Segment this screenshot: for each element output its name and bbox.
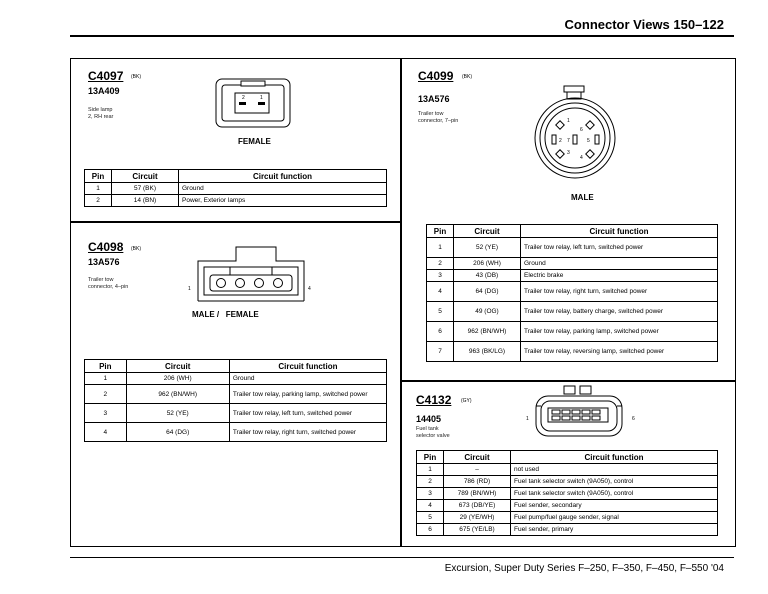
table-row (427, 302, 718, 322)
table-row (427, 322, 718, 342)
table-cell: 43 (DB) (454, 270, 521, 282)
table-cell: 5 (427, 302, 454, 322)
table-cell: not used (511, 464, 718, 476)
column-header: Circuit function (179, 170, 387, 183)
table-cell: Fuel sender, primary (511, 524, 718, 536)
table-cell: Trailer tow relay, battery charge, switched power (521, 302, 718, 322)
table-cell: Fuel tank selector switch (9A050), control (511, 488, 718, 500)
table-cell: 1 (85, 183, 112, 195)
label-text: 7 (567, 138, 570, 144)
table-cell: Fuel pump/fuel gauge sender, signal (511, 512, 718, 524)
table-cell: 2 (417, 476, 444, 488)
pin-label-right: 4 (308, 286, 311, 292)
circuit-table-c4097 (84, 169, 387, 207)
gender-label-c4099: MALE (571, 193, 594, 202)
connector-diagram-c4098 (180, 243, 320, 308)
table-cell: Ground (229, 373, 386, 385)
header-rule (70, 35, 734, 37)
table-cell: Ground (179, 183, 387, 195)
table-cell: 1 (417, 464, 444, 476)
table-cell: 52 (YE) (126, 404, 229, 423)
label-text: Trailer tow (418, 111, 444, 117)
table-cell: Trailer tow relay, left turn, switched power (521, 238, 718, 258)
table-cell: 962 (BN/WH) (454, 322, 521, 342)
table-cell: 1 (85, 373, 127, 385)
table-cell: 29 (YE/WH) (444, 512, 511, 524)
table-row (417, 451, 718, 464)
table-row (417, 476, 718, 488)
label-text: 2, RH rear (88, 114, 114, 120)
table-cell: Fuel sender, secondary (511, 500, 718, 512)
label-text: Side lamp (88, 107, 113, 113)
pin-label: 2 (242, 95, 245, 101)
table-row (427, 258, 718, 270)
column-header: Circuit (444, 451, 511, 464)
pin-label-right: 6 (632, 416, 635, 422)
connector-color-c4097: (BK) (131, 74, 141, 80)
table-row (85, 423, 387, 442)
table-cell: 2 (85, 385, 127, 404)
table-cell: Ground (521, 258, 718, 270)
table-cell: 789 (BN/WH) (444, 488, 511, 500)
table-cell: 3 (427, 270, 454, 282)
label-text: selector valve (416, 433, 450, 439)
table-cell: 64 (DG) (454, 282, 521, 302)
table-row (417, 500, 718, 512)
table-row (417, 512, 718, 524)
table-cell: – (444, 464, 511, 476)
table-cell: 963 (BK/LG) (454, 342, 521, 362)
table-cell: 3 (85, 404, 127, 423)
table-row (427, 270, 718, 282)
column-header: Pin (427, 225, 454, 238)
table-cell: 5 (417, 512, 444, 524)
pin-label-left: 1 (526, 416, 529, 422)
connector-id-c4099: C4099 (418, 69, 454, 83)
table-cell: Electric brake (521, 270, 718, 282)
label-text: 6 (580, 127, 583, 133)
connector-id-c4132: C4132 (416, 393, 452, 407)
table-cell: Power, Exterior lamps (179, 195, 387, 207)
connector-id-c4097: C4097 (88, 69, 124, 83)
table-cell: 4 (85, 423, 127, 442)
circuit-table-c4132 (416, 450, 718, 536)
table-row (427, 225, 718, 238)
part-number-c4132: 14405 (416, 414, 442, 424)
table-cell: 6 (417, 524, 444, 536)
label-text: connector, 7–pin (418, 118, 459, 124)
label-text: connector, 4–pin (88, 284, 129, 290)
table-cell: Fuel tank selector switch (9A050), control (511, 476, 718, 488)
gender-label-c4097: FEMALE (238, 137, 271, 146)
table-row (417, 464, 718, 476)
table-row (417, 524, 718, 536)
column-header: Circuit function (229, 360, 386, 373)
table-row (85, 183, 387, 195)
pin-label-left: 1 (188, 286, 191, 292)
column-header: Pin (85, 360, 127, 373)
column-header: Circuit (454, 225, 521, 238)
table-cell: 673 (DB/YE) (444, 500, 511, 512)
label-text: Trailer tow (88, 277, 114, 283)
description-c4097 (88, 107, 113, 121)
table-row (417, 488, 718, 500)
label-text: 2 (559, 138, 562, 144)
table-cell: 52 (YE) (454, 238, 521, 258)
table-row (85, 404, 387, 423)
description-c4132 (416, 426, 450, 440)
table-cell: 962 (BN/WH) (126, 385, 229, 404)
description-c4099 (418, 111, 458, 125)
table-cell: 206 (WH) (126, 373, 229, 385)
column-header: Circuit (126, 360, 229, 373)
column-header: Circuit function (521, 225, 718, 238)
pin-label: 1 (260, 95, 263, 101)
table-cell: 7 (427, 342, 454, 362)
connector-diagram-c4099 (530, 84, 620, 184)
table-cell: Trailer tow relay, reversing lamp, switched power (521, 342, 718, 362)
table-cell: 786 (RD) (444, 476, 511, 488)
table-cell: 675 (YE/LB) (444, 524, 511, 536)
table-cell: 57 (BK) (112, 183, 179, 195)
table-cell: 4 (427, 282, 454, 302)
table-cell: Trailer tow relay, left turn, switched power (229, 404, 386, 423)
table-cell: 49 (OG) (454, 302, 521, 322)
table-cell: 1 (427, 238, 454, 258)
connector-color-c4132: (GY) (461, 398, 472, 404)
connector-id-c4098: C4098 (88, 240, 124, 254)
table-row (85, 195, 387, 207)
table-row (427, 282, 718, 302)
label-text: 1 (567, 118, 570, 124)
column-header: Circuit (112, 170, 179, 183)
table-cell: Trailer tow relay, right turn, switched power (521, 282, 718, 302)
part-number-c4099: 13A576 (418, 94, 450, 104)
column-header: Pin (417, 451, 444, 464)
label-text: 3 (567, 150, 570, 156)
table-cell: 6 (427, 322, 454, 342)
table-row (427, 342, 718, 362)
table-cell: 4 (417, 500, 444, 512)
part-number-c4097: 13A409 (88, 86, 120, 96)
label-text: 4 (580, 155, 583, 161)
footer-rule (70, 557, 734, 558)
circuit-table-c4099 (426, 224, 718, 362)
table-cell: Trailer tow relay, parking lamp, switched power (521, 322, 718, 342)
table-row (427, 238, 718, 258)
table-cell: 3 (417, 488, 444, 500)
table-cell: 64 (DG) (126, 423, 229, 442)
table-row (85, 170, 387, 183)
table-row (85, 373, 387, 385)
table-cell: 206 (WH) (454, 258, 521, 270)
connector-diagram-c4132 (520, 384, 640, 444)
part-number-c4098: 13A576 (88, 257, 120, 267)
gender-label-c4098: MALE / FEMALE (192, 310, 259, 319)
table-cell: 2 (85, 195, 112, 207)
label-text: Fuel tank (416, 426, 439, 432)
table-row (85, 360, 387, 373)
connector-color-c4098: (BK) (131, 246, 141, 252)
table-cell: Trailer tow relay, parking lamp, switched power (229, 385, 386, 404)
column-header: Circuit function (511, 451, 718, 464)
circuit-table-c4098 (84, 359, 387, 442)
label-text: 5 (587, 138, 590, 144)
table-cell: 2 (427, 258, 454, 270)
footer-text: Excursion, Super Duty Series F–250, F–350, F–450, F–550 '04 (444, 563, 724, 574)
table-row (85, 385, 387, 404)
description-c4098 (88, 277, 128, 291)
table-cell: Trailer tow relay, right turn, switched power (229, 423, 386, 442)
connector-color-c4099: (BK) (462, 74, 472, 80)
column-header: Pin (85, 170, 112, 183)
page-title: Connector Views 150–122 (564, 17, 724, 32)
table-cell: 14 (BN) (112, 195, 179, 207)
connector-diagram-c4097 (215, 78, 291, 128)
